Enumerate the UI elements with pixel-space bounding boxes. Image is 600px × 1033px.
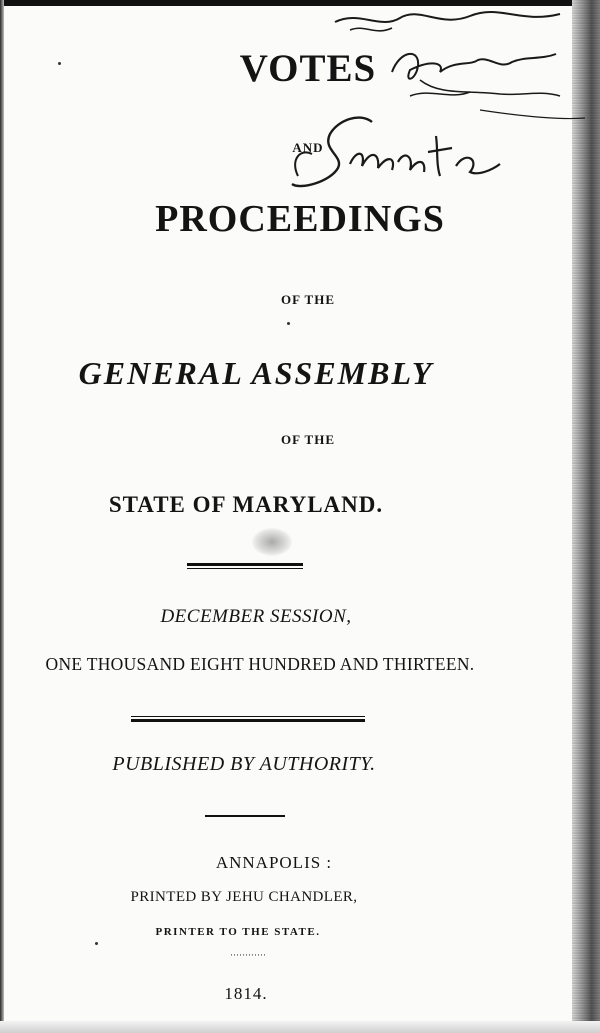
published-by-authority: PUBLISHED BY AUTHORITY.: [112, 753, 376, 775]
imprint-year: 1814.: [224, 984, 268, 1003]
page-top-border: [0, 0, 600, 6]
title-of-the-1: OF THE: [280, 292, 336, 307]
title-state: STATE OF MARYLAND.: [108, 492, 384, 517]
session-heading: DECEMBER SESSION,: [160, 606, 352, 627]
divider-rule-1: [187, 563, 303, 566]
page-bottom-edge: [0, 1021, 600, 1033]
ink-speck: [95, 942, 98, 945]
ink-speck: [58, 62, 61, 65]
imprint-place: ANNAPOLIS :: [215, 853, 333, 872]
divider-rule-1b: [187, 568, 303, 569]
ink-smudge: [252, 528, 292, 556]
divider-rule-3: [205, 815, 285, 817]
imprint-printer-title: PRINTER TO THE STATE.: [155, 926, 321, 938]
imprint-printer: PRINTED BY JEHU CHANDLER,: [130, 889, 358, 905]
title-general-assembly: GENERAL ASSEMBLY: [78, 355, 434, 391]
title-and: AND: [292, 140, 324, 155]
ornament-dots: ············: [230, 950, 266, 960]
title-of-the-2: OF THE: [280, 432, 336, 447]
ink-speck: [287, 322, 290, 325]
session-year: ONE THOUSAND EIGHT HUNDRED AND THIRTEEN.: [45, 654, 475, 674]
title-votes: VOTES: [239, 47, 377, 90]
title-proceedings: PROCEEDINGS: [155, 198, 445, 240]
divider-rule-2b: [131, 719, 365, 722]
divider-rule-2: [131, 716, 365, 717]
